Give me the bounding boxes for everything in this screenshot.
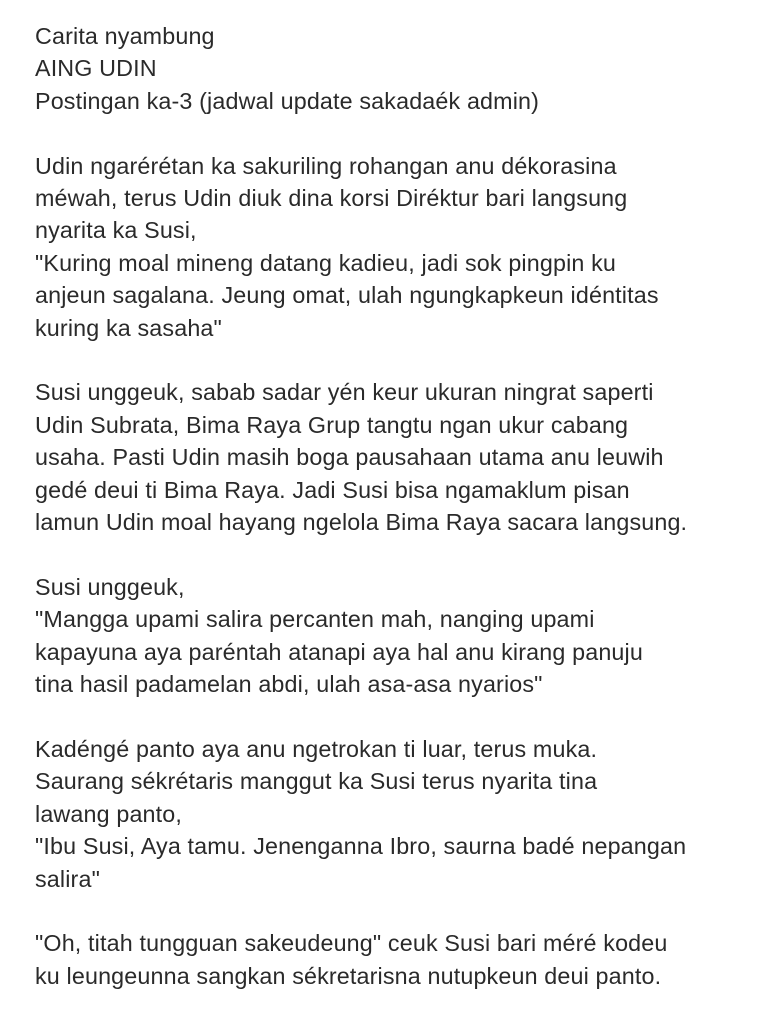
text-line: Udin Subrata, Bima Raya Grup tangtu ngan ukur cabang bbox=[35, 411, 629, 438]
text-line: "Kuring moal mineng datang kadieu, jadi sok pingpin ku bbox=[35, 249, 617, 276]
text-line: "Mangga upami salira percanten mah, nanging upami bbox=[35, 606, 595, 633]
text-line: nyarita ka Susi, bbox=[35, 217, 197, 244]
text-line: tina hasil padamelan abdi, ulah asa-asa nyarios" bbox=[35, 671, 543, 698]
paragraph-gap bbox=[35, 895, 755, 927]
text-line: salira" bbox=[35, 865, 100, 892]
text-line: Kadéngé panto aya anu ngetrokan ti luar, terus muka. bbox=[35, 735, 598, 762]
paragraph-gap bbox=[35, 344, 755, 376]
text-line: lamun Udin moal hayang ngelola Bima Raya sacara langsung. bbox=[35, 509, 688, 536]
text-line: ku leungeunna sangkan sékretarisna nutupkeun deui panto. bbox=[35, 962, 662, 989]
text-line: kuring ka sasaha" bbox=[35, 314, 222, 341]
text-line: méwah, terus Udin diuk dina korsi Diréktur bari langsung bbox=[35, 185, 628, 212]
text-line: Saurang sékrétaris manggut ka Susi terus nyarita tina bbox=[35, 768, 598, 795]
text-line: anjeun sagalana. Jeung omat, ulah ngungkapkeun idéntitas bbox=[35, 282, 659, 309]
text-line: "Ibu Susi, Aya tamu. Jenenganna Ibro, saurna badé nepangan bbox=[35, 833, 687, 860]
paragraph-4 bbox=[35, 733, 755, 895]
paragraph-gap bbox=[35, 538, 755, 570]
text-line: lawang panto, bbox=[35, 800, 183, 827]
story-title: AING UDIN bbox=[35, 55, 157, 82]
story-series-label: Carita nyambung bbox=[35, 23, 215, 49]
paragraph-2 bbox=[35, 376, 755, 538]
post-info: Postingan ka-3 (jadwal update sakadaék admin) bbox=[35, 87, 540, 114]
text-line: usaha. Pasti Udin masih boga pausahaan utama anu leuwih bbox=[35, 444, 664, 471]
paragraph-3 bbox=[35, 571, 755, 701]
paragraph-gap bbox=[35, 700, 755, 732]
paragraph-gap bbox=[35, 117, 755, 149]
paragraph-5 bbox=[35, 927, 755, 992]
text-line: gedé deui ti Bima Raya. Jadi Susi bisa ngamaklum pisan bbox=[35, 476, 630, 503]
text-line: kapayuna aya paréntah atanapi aya hal anu kirang panuju bbox=[35, 638, 643, 665]
text-line: Udin ngarérétan ka sakuriling rohangan anu dékorasina bbox=[35, 152, 617, 179]
text-line: "Oh, titah tungguan sakeudeung" ceuk Susi bari méré kodeu bbox=[35, 930, 668, 957]
paragraph-1 bbox=[35, 150, 755, 344]
text-line: Susi unggeuk, bbox=[35, 573, 185, 600]
story-text bbox=[35, 20, 755, 992]
text-line: Susi unggeuk, sabab sadar yén keur ukuran ningrat saperti bbox=[35, 379, 654, 406]
